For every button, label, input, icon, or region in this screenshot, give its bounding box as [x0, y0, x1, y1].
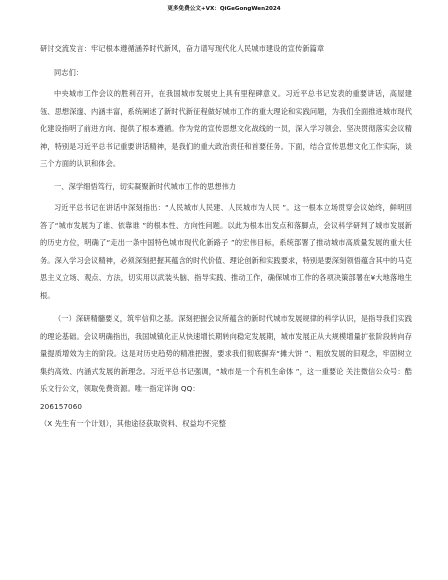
document-title: 研讨交流发言：牢记根本遵循涵养时代新风，奋力谱写现代化人民城市建设的宣传新篇章 — [40, 44, 325, 53]
qq-number: 206157060 — [40, 401, 83, 411]
subsection-paragraph: （一）深研精髓要义，筑牢信仰之基。深刻把握会议所蕴含的新时代城市发展规律的科学认识，是指导我们实践的理论基础。会议明确指出，我国城镇化正从快速增长期转向稳定发展期，城市发展正从大规模增量扩张阶段转向存量提质增效为主的阶段。这是对历史趋势的精准把握，要求我们彻底摒弃“摊大饼 ”、粗放发展的旧观念，牢固树立集约高效、内涵式发展的新理念。习近平总书记强调，“城市是一个有机生命体 ”，这一重要论 关注微信公众号：酷乐文行公文，领取免费资源。唯一指定详询 QQ： — [40, 314, 412, 393]
footer-note: （X 先生有一个计划），其他途径获取资料、权益均不完整 — [40, 419, 226, 428]
promo-header: 更多免费公文+VX：QiGeGongWen2024 — [167, 6, 281, 12]
intro-paragraph: 中央城市工作会议的胜利召开，在我国城市发展史上具有里程碑意义。习近平总书记发表的重要讲话，高屋建瓴、思想深邃、内涵丰富，系统阐述了新时代新征程做好城市工作的重大理论和实践问题，为我们全面推进城市现代化建设指明了前进方向、提供了根本遵循。作为党的宣传思想文化战线的一员，深入学习领会、坚决贯彻落实会议精神，特别是习近平总书记重要讲话精神，是我们的重大政治责任和首要任务。下面，结合宣传思想文化工作实际，谈三个方面的认识和体会。 — [40, 89, 412, 168]
section-paragraph: 习近平总书记在讲话中深刻指出：“人民城市人民建、人民城市为人民 ”。这一根本立场贯穿会议始终，鲜明回答了“城市发展为了谁、依靠谁 ”的根本性、方向性问题。以此为根本出发点和落脚点，会议科学研判了城市发展新的历史方位，明确了“走出一条中国特色城市现代化新路子 ”的宏伟目标，系统部署了推动城市高质量发展的重大任务。深入学习会议精神，必须深刻把握其蕴含的时代价值、理论创新和实践要求，特别是要深刻领悟蕴含其中的马克思主义立场、观点、方法，切实用以武装头脑、指导实践、推动工作，确保城市工作的各项决策部署在¥大地落地生根。 — [40, 203, 412, 300]
greeting: 同志们： — [54, 67, 84, 77]
section-heading: 一、深学细悟笃行，切实凝聚新时代城市工作的思想伟力 — [54, 181, 237, 191]
document-body — [40, 40, 412, 433]
